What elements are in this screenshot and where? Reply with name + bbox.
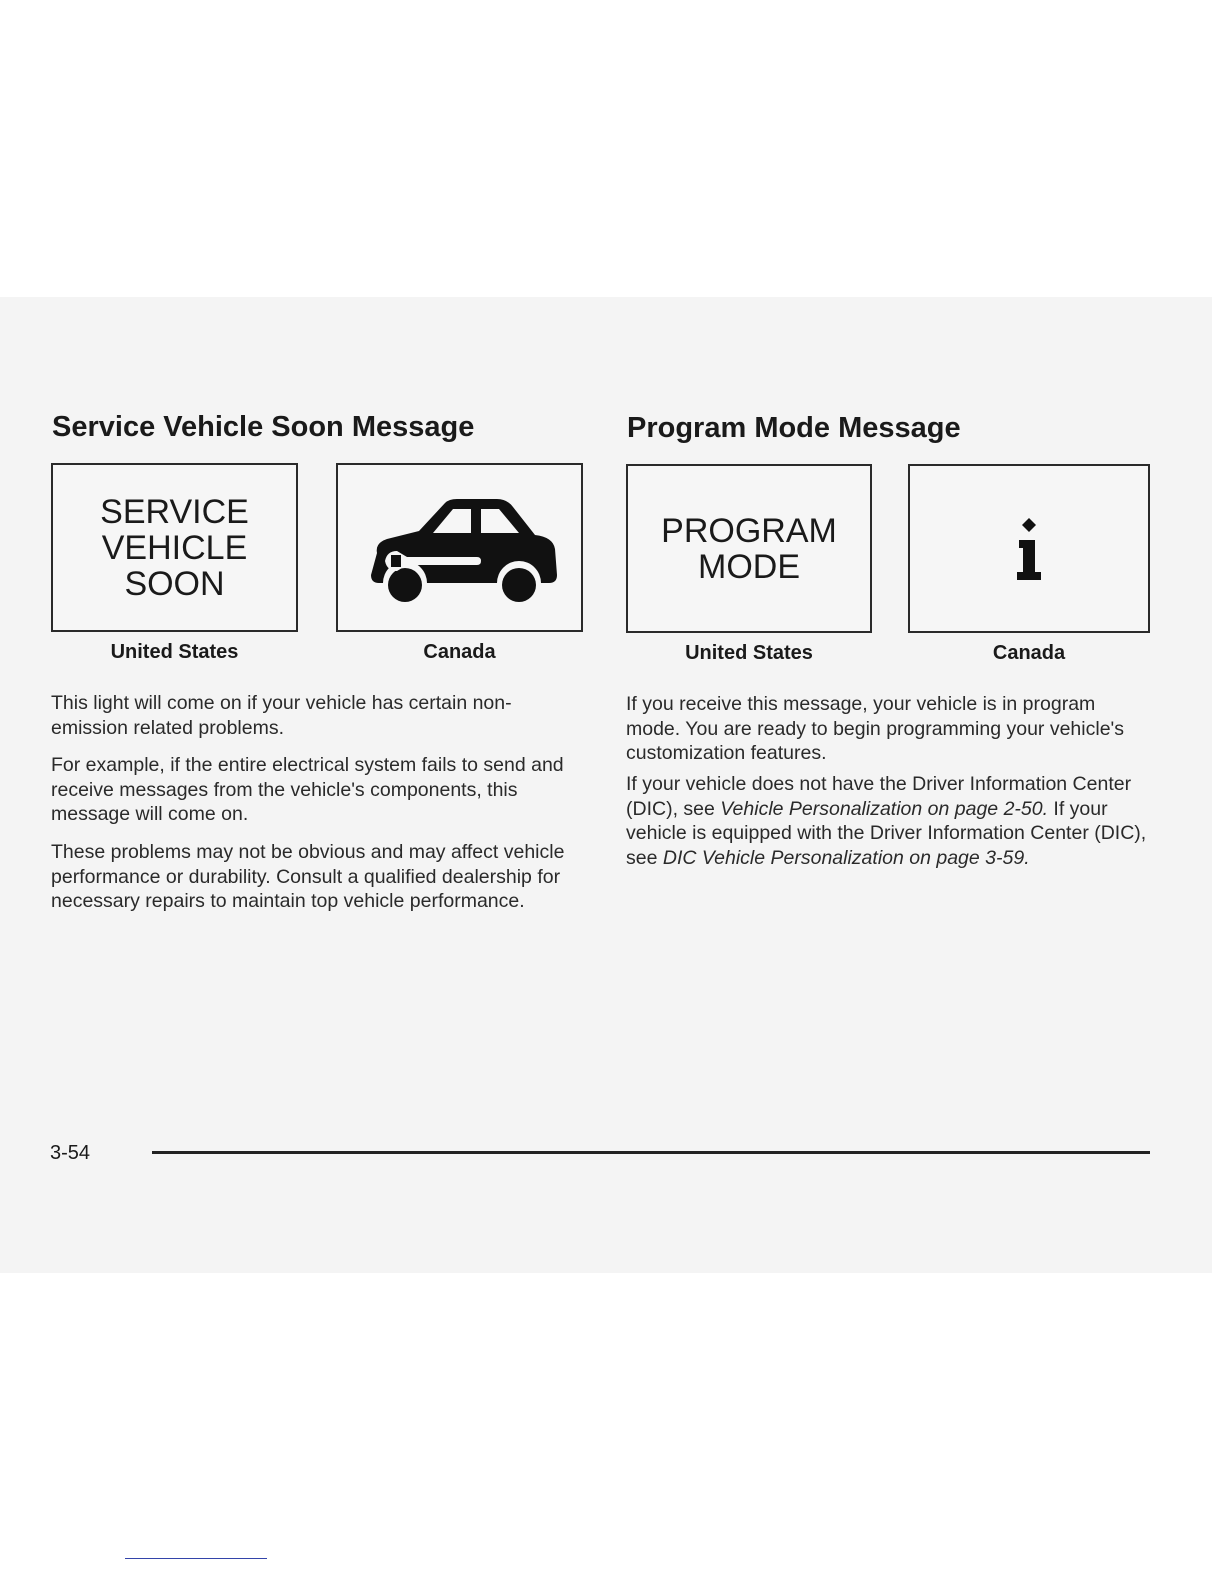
program-mode-canada-panel bbox=[908, 464, 1150, 633]
paragraph-text: If your vehicle is equipped with the Driver Information Center (DIC), see bbox=[626, 797, 1147, 869]
information-icon bbox=[1009, 514, 1049, 584]
program-mode-title: Program Mode Message bbox=[627, 412, 961, 444]
program-mode-us-caption: United States bbox=[685, 642, 813, 664]
vehicle-personalization-reference: Vehicle Personalization on page 2-50. bbox=[720, 797, 1049, 820]
service-vehicle-soon-paragraph-2: For example, if the entire electrical system fails to send and receive messages from the vehicle's components, this message will come on. bbox=[51, 754, 564, 825]
service-vehicle-soon-paragraph-3: These problems may not be obvious and may affect vehicle performance or durability. Consult a qualified dealership for necessary repairs to maintain top vehicle performance. bbox=[51, 841, 565, 912]
dic-vehicle-personalization-reference: DIC Vehicle Personalization on page 3-59. bbox=[662, 846, 1030, 869]
program-mode-paragraph-1: If you receive this message, your vehicle is in program mode. You are ready to begin programming your vehicle's customization features. bbox=[626, 693, 1125, 764]
car-wrench-icon bbox=[357, 491, 563, 605]
program-mode-paragraph-2 bbox=[626, 772, 1156, 870]
footer-rule bbox=[152, 1151, 1150, 1154]
program-mode-panel-text: PROGRAM MODE bbox=[661, 511, 837, 586]
program-mode-canada-caption: Canada bbox=[992, 642, 1066, 664]
service-vehicle-soon-us-caption: United States bbox=[110, 641, 239, 663]
service-vehicle-soon-paragraph-1: This light will come on if your vehicle has certain non-emission related problems. bbox=[51, 692, 512, 739]
service-vehicle-soon-panel-text: SERVICE VEHICLE SOON bbox=[100, 492, 249, 603]
service-vehicle-soon-title: Service Vehicle Soon Message bbox=[52, 411, 475, 443]
service-vehicle-soon-us-panel bbox=[51, 463, 298, 632]
service-vehicle-soon-canada-panel bbox=[336, 463, 583, 632]
page-number: 3-54 bbox=[50, 1142, 91, 1164]
program-mode-us-panel bbox=[626, 464, 872, 633]
service-vehicle-soon-canada-caption: Canada bbox=[423, 641, 496, 663]
paragraph-text: If your vehicle does not have the Driver Information Center (DIC), see bbox=[626, 773, 1132, 820]
footer-link-underline bbox=[125, 1558, 267, 1559]
